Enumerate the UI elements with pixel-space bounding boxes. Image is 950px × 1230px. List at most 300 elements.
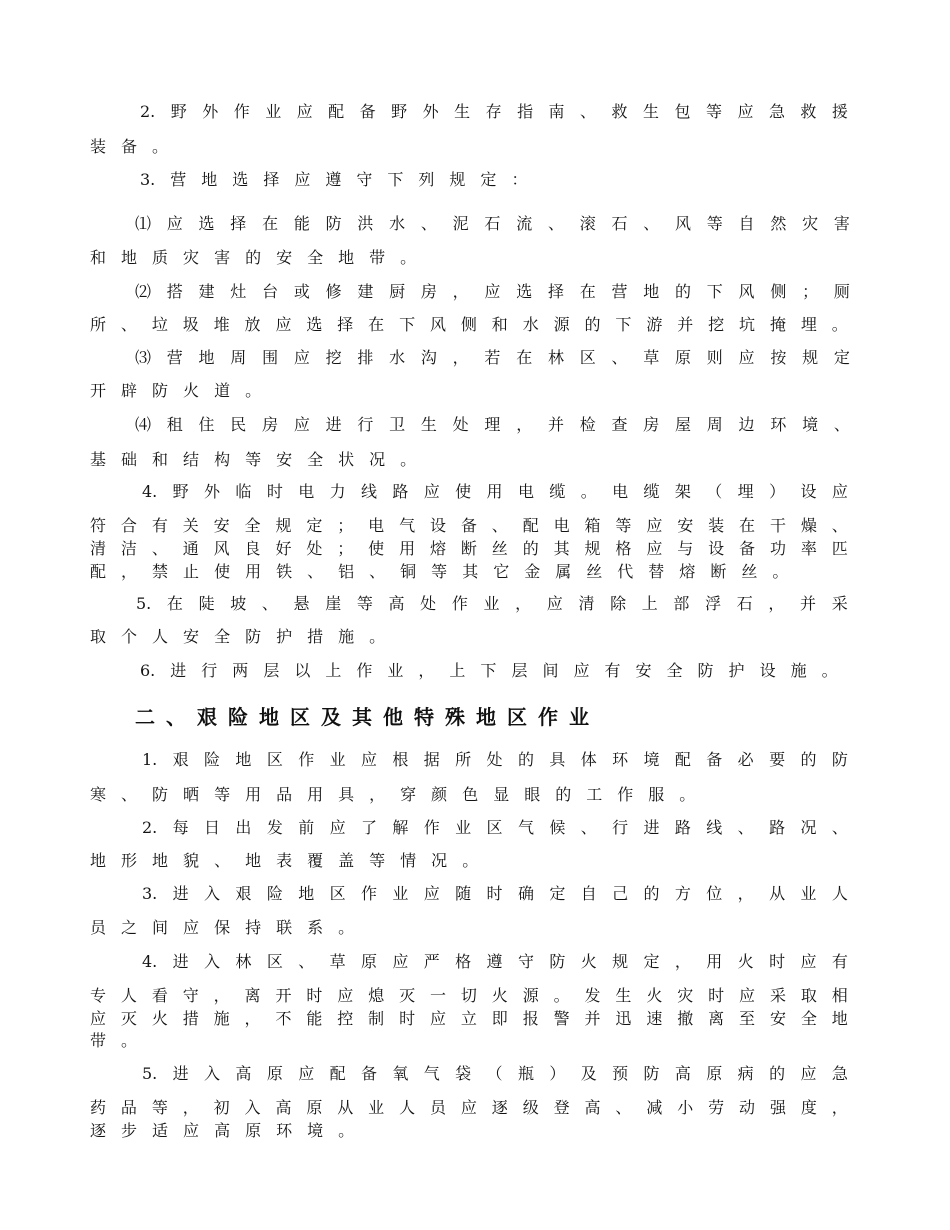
text-char: ， xyxy=(737,884,754,903)
text-char: 从 xyxy=(337,1098,354,1117)
text-char: ， xyxy=(182,1098,199,1117)
text-char: 规 xyxy=(584,539,601,558)
text-char: 等 xyxy=(431,562,448,581)
text-line xyxy=(140,101,848,123)
text-char: 险 xyxy=(266,884,283,903)
text-char: 选 xyxy=(516,282,533,301)
text-char: 控 xyxy=(337,1009,354,1028)
text-char: 配 xyxy=(90,562,107,581)
text-char: 遵 xyxy=(325,170,342,189)
text-char: 不 xyxy=(275,1009,292,1028)
text-char: 和 xyxy=(152,450,169,469)
text-char: 穿 xyxy=(400,785,417,804)
text-char: 作 xyxy=(538,705,558,729)
text-char: 间 xyxy=(152,918,169,937)
text-char: 区 xyxy=(507,705,527,729)
text-char: 。 xyxy=(580,482,597,501)
text-char: 电 xyxy=(517,482,534,501)
text-char: 、 xyxy=(298,952,315,971)
text-char: 安 xyxy=(183,627,200,646)
text-char: 林 xyxy=(547,348,564,367)
text-char: 风 xyxy=(213,539,230,558)
text-char: 滚 xyxy=(579,214,596,233)
text-char: 守 xyxy=(356,170,373,189)
text-char: 全 xyxy=(307,450,324,469)
text-char: 临 xyxy=(235,482,252,501)
text-char: 源 xyxy=(522,986,539,1005)
text-char: 、 xyxy=(369,562,386,581)
text-char: 原 xyxy=(706,1064,723,1083)
text-char: 境 xyxy=(307,1121,324,1140)
text-char: 施 xyxy=(213,1009,230,1028)
text-char: 高 xyxy=(235,1064,252,1083)
text-char: 侧 xyxy=(460,315,477,334)
text-char: 。 xyxy=(553,986,570,1005)
text-char: 。 xyxy=(831,315,848,334)
text-char: 形 xyxy=(121,851,138,870)
text-line xyxy=(135,347,850,369)
text-char: ⑷ xyxy=(135,415,152,434)
text-char: ； xyxy=(337,516,354,535)
text-char: 缆 xyxy=(643,482,660,501)
text-char: 匹 xyxy=(831,539,848,558)
text-char: 特 xyxy=(414,705,434,729)
text-char: 地 xyxy=(245,851,262,870)
text-char: 安 xyxy=(769,1009,786,1028)
text-char: 它 xyxy=(493,562,510,581)
text-char: 铝 xyxy=(338,562,355,581)
text-char: 小 xyxy=(677,1098,694,1117)
text-char: 应 xyxy=(738,348,755,367)
text-char: 艰 xyxy=(172,750,189,769)
text-char: 己 xyxy=(612,884,629,903)
text-char: 制 xyxy=(368,1009,385,1028)
text-char: 的 xyxy=(517,750,534,769)
text-char: 除 xyxy=(610,594,627,613)
text-char: 断 xyxy=(710,562,727,581)
text-char: 工 xyxy=(586,785,603,804)
text-char: 高 xyxy=(388,594,405,613)
text-char: 环 xyxy=(276,1121,293,1140)
text-char: 等 xyxy=(356,594,373,613)
text-char: 服 xyxy=(648,785,665,804)
text-line xyxy=(135,414,850,436)
text-char: 地 xyxy=(476,705,496,729)
text-char: 守 xyxy=(182,986,199,1005)
text-char: 防 xyxy=(245,627,262,646)
text-char: 带 xyxy=(369,248,386,267)
text-char: 择 xyxy=(337,315,354,334)
text-char: 防 xyxy=(643,1064,660,1083)
text-line xyxy=(90,1120,354,1142)
text-char: 地 xyxy=(235,750,252,769)
text-char: 业 xyxy=(329,750,346,769)
text-char: 减 xyxy=(646,1098,663,1117)
text-char: 况 xyxy=(800,818,817,837)
text-line xyxy=(90,1008,848,1030)
text-char: 处 xyxy=(420,594,437,613)
text-char: 高 xyxy=(584,1098,601,1117)
text-line xyxy=(135,213,850,235)
text-char: 配 xyxy=(329,1064,346,1083)
text-line xyxy=(90,380,261,402)
text-char: 应 xyxy=(329,818,346,837)
text-line xyxy=(140,660,838,682)
text-char: 配 xyxy=(328,102,345,121)
text-char: 应 xyxy=(429,1009,446,1028)
text-char: 铁 xyxy=(276,562,293,581)
text-char: 解 xyxy=(392,818,409,837)
text-char: 游 xyxy=(646,315,663,334)
text-char: 存 xyxy=(485,102,502,121)
text-char: 灭 xyxy=(120,1009,137,1028)
text-char: 入 xyxy=(244,1098,261,1117)
text-char: 报 xyxy=(522,1009,539,1028)
text-char: 撤 xyxy=(677,1009,694,1028)
text-char: 修 xyxy=(325,282,342,301)
text-char: 相 xyxy=(831,986,848,1005)
text-char: 电 xyxy=(368,516,385,535)
text-char: 格 xyxy=(615,539,632,558)
text-char: 业 xyxy=(569,705,589,729)
text-line xyxy=(142,817,848,839)
text-char: 逐 xyxy=(491,1098,508,1117)
text-char: ⑴ xyxy=(135,214,152,233)
text-char: 预 xyxy=(612,1064,629,1083)
text-char: 业 xyxy=(483,594,500,613)
text-char: 、 xyxy=(121,785,138,804)
text-char: 原 xyxy=(266,1064,283,1083)
text-char: 上 xyxy=(325,661,342,680)
text-char: 强 xyxy=(769,1098,786,1117)
text-char: 步 xyxy=(121,1121,138,1140)
text-char: 时 xyxy=(486,884,503,903)
text-char: ） xyxy=(769,482,786,501)
text-char: 外 xyxy=(202,102,219,121)
text-char: ； xyxy=(802,282,819,301)
text-char: 陡 xyxy=(198,594,215,613)
text-char: 全 xyxy=(307,248,324,267)
text-char: 地 xyxy=(643,282,660,301)
text-char: 据 xyxy=(423,750,440,769)
text-char: 。 xyxy=(121,1031,138,1050)
text-char: 进 xyxy=(172,952,189,971)
text-char: 用 xyxy=(307,785,324,804)
text-char: 并 xyxy=(677,315,694,334)
text-char: 看 xyxy=(151,986,168,1005)
text-line xyxy=(136,593,848,615)
text-char: 劳 xyxy=(708,1098,725,1117)
text-char: 放 xyxy=(244,315,261,334)
text-char: 殊 xyxy=(445,705,465,729)
text-char: 情 xyxy=(400,851,417,870)
text-char: 下 xyxy=(399,315,416,334)
text-char: 灾 xyxy=(183,248,200,267)
text-line xyxy=(90,1030,137,1052)
text-char: 作 xyxy=(423,818,440,837)
text-char: 卫 xyxy=(389,415,406,434)
text-char: 质 xyxy=(152,248,169,267)
text-char: 择 xyxy=(230,214,247,233)
text-char: 下 xyxy=(387,170,404,189)
text-char: 租 xyxy=(166,415,183,434)
text-char: 埋 xyxy=(800,315,817,334)
text-char: 害 xyxy=(214,248,231,267)
text-char: 原 xyxy=(675,348,692,367)
text-char: 铜 xyxy=(400,562,417,581)
text-char: 作 xyxy=(233,102,250,121)
text-char: 排 xyxy=(357,348,374,367)
text-char: 下 xyxy=(706,282,723,301)
text-char: 挖 xyxy=(325,348,342,367)
text-char: 施 xyxy=(338,627,355,646)
text-char: 装 xyxy=(708,516,725,535)
text-char: 随 xyxy=(455,884,472,903)
text-char: 确 xyxy=(517,884,534,903)
text-char: 况 xyxy=(369,450,386,469)
text-char: 边 xyxy=(738,415,755,434)
text-char: 草 xyxy=(643,348,660,367)
text-char: 必 xyxy=(737,750,754,769)
text-char: 区 xyxy=(290,705,310,729)
text-char: 全 xyxy=(244,516,261,535)
text-char: 安 xyxy=(635,661,652,680)
text-char: 速 xyxy=(646,1009,663,1028)
text-char: ， xyxy=(452,282,469,301)
text-char: 堆 xyxy=(213,315,230,334)
text-char: 人 xyxy=(152,627,169,646)
text-char: 灭 xyxy=(399,986,416,1005)
text-char: 员 xyxy=(429,1098,446,1117)
text-char: 的 xyxy=(584,315,601,334)
text-char: 风 xyxy=(738,282,755,301)
text-char: 层 xyxy=(511,661,528,680)
text-char: 寒 xyxy=(90,785,107,804)
text-char: ⑶ xyxy=(135,348,152,367)
text-char: 有 xyxy=(604,661,621,680)
text-char: 应 xyxy=(90,1009,107,1028)
text-char: 电 xyxy=(298,482,315,501)
text-char: 应 xyxy=(392,952,409,971)
text-line xyxy=(90,515,848,537)
text-char: 初 xyxy=(213,1098,230,1117)
text-char: 等 xyxy=(369,851,386,870)
text-char: 灶 xyxy=(230,282,247,301)
text-char: 等 xyxy=(615,516,632,535)
text-char: 4. xyxy=(142,482,158,501)
text-line xyxy=(90,561,788,583)
text-char: 石 xyxy=(736,594,753,613)
text-char: 熔 xyxy=(679,562,696,581)
text-char: 带 xyxy=(90,1031,107,1050)
text-char: 自 xyxy=(738,214,755,233)
text-char: ， xyxy=(452,348,469,367)
text-char: 按 xyxy=(770,348,787,367)
text-char: 应 xyxy=(275,315,292,334)
text-char: 应 xyxy=(294,170,311,189)
text-char: 、 xyxy=(831,516,848,535)
text-char: 。 xyxy=(462,851,479,870)
text-char: 人 xyxy=(399,1098,416,1117)
text-line xyxy=(90,626,385,648)
text-char: 其 xyxy=(553,539,570,558)
text-char: 、 xyxy=(580,102,597,121)
text-char: 垃 xyxy=(151,315,168,334)
text-char: 营 xyxy=(611,282,628,301)
text-char: 好 xyxy=(275,539,292,558)
text-char: 显 xyxy=(493,785,510,804)
text-char: 台 xyxy=(262,282,279,301)
text-char: 并 xyxy=(584,1009,601,1028)
text-char: 6. xyxy=(140,661,156,680)
text-char: 的 xyxy=(643,884,660,903)
text-char: 率 xyxy=(800,539,817,558)
text-char: 上 xyxy=(641,594,658,613)
text-char: 水 xyxy=(389,348,406,367)
text-char: 备 xyxy=(706,750,723,769)
text-char: 。 xyxy=(772,562,789,581)
text-char: 并 xyxy=(800,594,817,613)
text-char: 若 xyxy=(484,348,501,367)
text-char: 。 xyxy=(821,661,838,680)
text-char: 原 xyxy=(360,952,377,971)
text-char: 发 xyxy=(266,818,283,837)
text-char: 有 xyxy=(831,952,848,971)
text-char: 全 xyxy=(800,1009,817,1028)
text-char: 流 xyxy=(516,214,533,233)
text-char: 应 xyxy=(460,1098,477,1117)
text-char: 作 xyxy=(298,750,315,769)
text-char: 颜 xyxy=(431,785,448,804)
text-char: 、 xyxy=(737,818,754,837)
text-char: 地 xyxy=(152,851,169,870)
text-char: 险 xyxy=(204,750,221,769)
text-char: 和 xyxy=(491,315,508,334)
text-line xyxy=(90,247,416,269)
text-char: 定 xyxy=(549,884,566,903)
text-char: 防 xyxy=(325,214,342,233)
text-char: 的 xyxy=(522,539,539,558)
text-char: 环 xyxy=(770,415,787,434)
text-char: ， xyxy=(213,986,230,1005)
text-line xyxy=(142,883,848,905)
text-char: 地 xyxy=(831,1009,848,1028)
text-char: 行 xyxy=(201,661,218,680)
text-char: 熔 xyxy=(429,539,446,558)
text-char: 的 xyxy=(800,750,817,769)
text-char: 施 xyxy=(790,661,807,680)
text-char: 色 xyxy=(462,785,479,804)
text-char: 清 xyxy=(90,539,107,558)
text-char: 、 xyxy=(831,818,848,837)
text-char: 日 xyxy=(204,818,221,837)
text-char: 时 xyxy=(266,482,283,501)
text-char: 两 xyxy=(232,661,249,680)
text-char: 搭 xyxy=(166,282,183,301)
text-char: （ xyxy=(486,1064,503,1083)
text-char: 高 xyxy=(275,1098,292,1117)
text-char: 草 xyxy=(329,952,346,971)
text-char: 具 xyxy=(549,750,566,769)
text-char: 使 xyxy=(455,482,472,501)
text-char: 业 xyxy=(455,818,472,837)
text-char: 箱 xyxy=(584,516,601,535)
text-char: 周 xyxy=(230,348,247,367)
text-char: 部 xyxy=(673,594,690,613)
text-char: 止 xyxy=(183,562,200,581)
text-char: 遵 xyxy=(486,952,503,971)
text-char: ⑵ xyxy=(135,282,152,301)
text-char: 迅 xyxy=(615,1009,632,1028)
text-char: 构 xyxy=(214,450,231,469)
text-char: 灾 xyxy=(802,214,819,233)
text-char: 丝 xyxy=(741,562,758,581)
text-char: 圾 xyxy=(182,315,199,334)
text-char: 应 xyxy=(360,750,377,769)
text-char: 应 xyxy=(831,482,848,501)
text-char: 全 xyxy=(214,627,231,646)
text-char: 规 xyxy=(275,516,292,535)
text-char: 用 xyxy=(245,785,262,804)
text-char: ： xyxy=(511,170,528,189)
text-char: 电 xyxy=(553,516,570,535)
text-char: 的 xyxy=(675,282,692,301)
text-char: 药 xyxy=(90,1098,107,1117)
text-char: 崖 xyxy=(325,594,342,613)
text-char: 通 xyxy=(182,539,199,558)
text-line xyxy=(90,136,168,158)
text-line xyxy=(90,917,354,939)
text-char: 备 xyxy=(360,1064,377,1083)
text-char: 区 xyxy=(329,884,346,903)
text-char: 在 xyxy=(739,516,756,535)
text-char: 原 xyxy=(306,1098,323,1117)
text-char: 配 xyxy=(522,516,539,535)
text-char: 地 xyxy=(201,170,218,189)
text-char: 野 xyxy=(391,102,408,121)
text-char: 地 xyxy=(90,851,107,870)
text-char: 气 xyxy=(517,818,534,837)
text-char: 员 xyxy=(90,918,107,937)
text-char: 开 xyxy=(90,381,107,400)
text-char: 的 xyxy=(555,785,572,804)
text-char: 之 xyxy=(121,918,138,937)
text-char: 选 xyxy=(232,170,249,189)
text-char: 警 xyxy=(553,1009,570,1028)
text-char: 急 xyxy=(831,1064,848,1083)
text-char: ） xyxy=(549,1064,566,1083)
text-char: 进 xyxy=(170,661,187,680)
text-char: 从 xyxy=(769,884,786,903)
text-char: 灾 xyxy=(677,986,694,1005)
text-char: 水 xyxy=(522,315,539,334)
text-char: 况 xyxy=(431,851,448,870)
text-char: 2. xyxy=(140,102,156,121)
text-char: 风 xyxy=(429,315,446,334)
text-char: 在 xyxy=(516,348,533,367)
text-char: 备 xyxy=(460,516,477,535)
text-char: 合 xyxy=(120,516,137,535)
text-char: 应 xyxy=(739,986,756,1005)
text-char: 备 xyxy=(359,102,376,121)
text-char: ， xyxy=(768,594,785,613)
text-char: 屋 xyxy=(675,415,692,434)
text-char: 列 xyxy=(418,170,435,189)
text-char: 应 xyxy=(166,214,183,233)
text-char: 开 xyxy=(275,986,292,1005)
text-char: 路 xyxy=(769,818,786,837)
text-char: 房 xyxy=(420,282,437,301)
